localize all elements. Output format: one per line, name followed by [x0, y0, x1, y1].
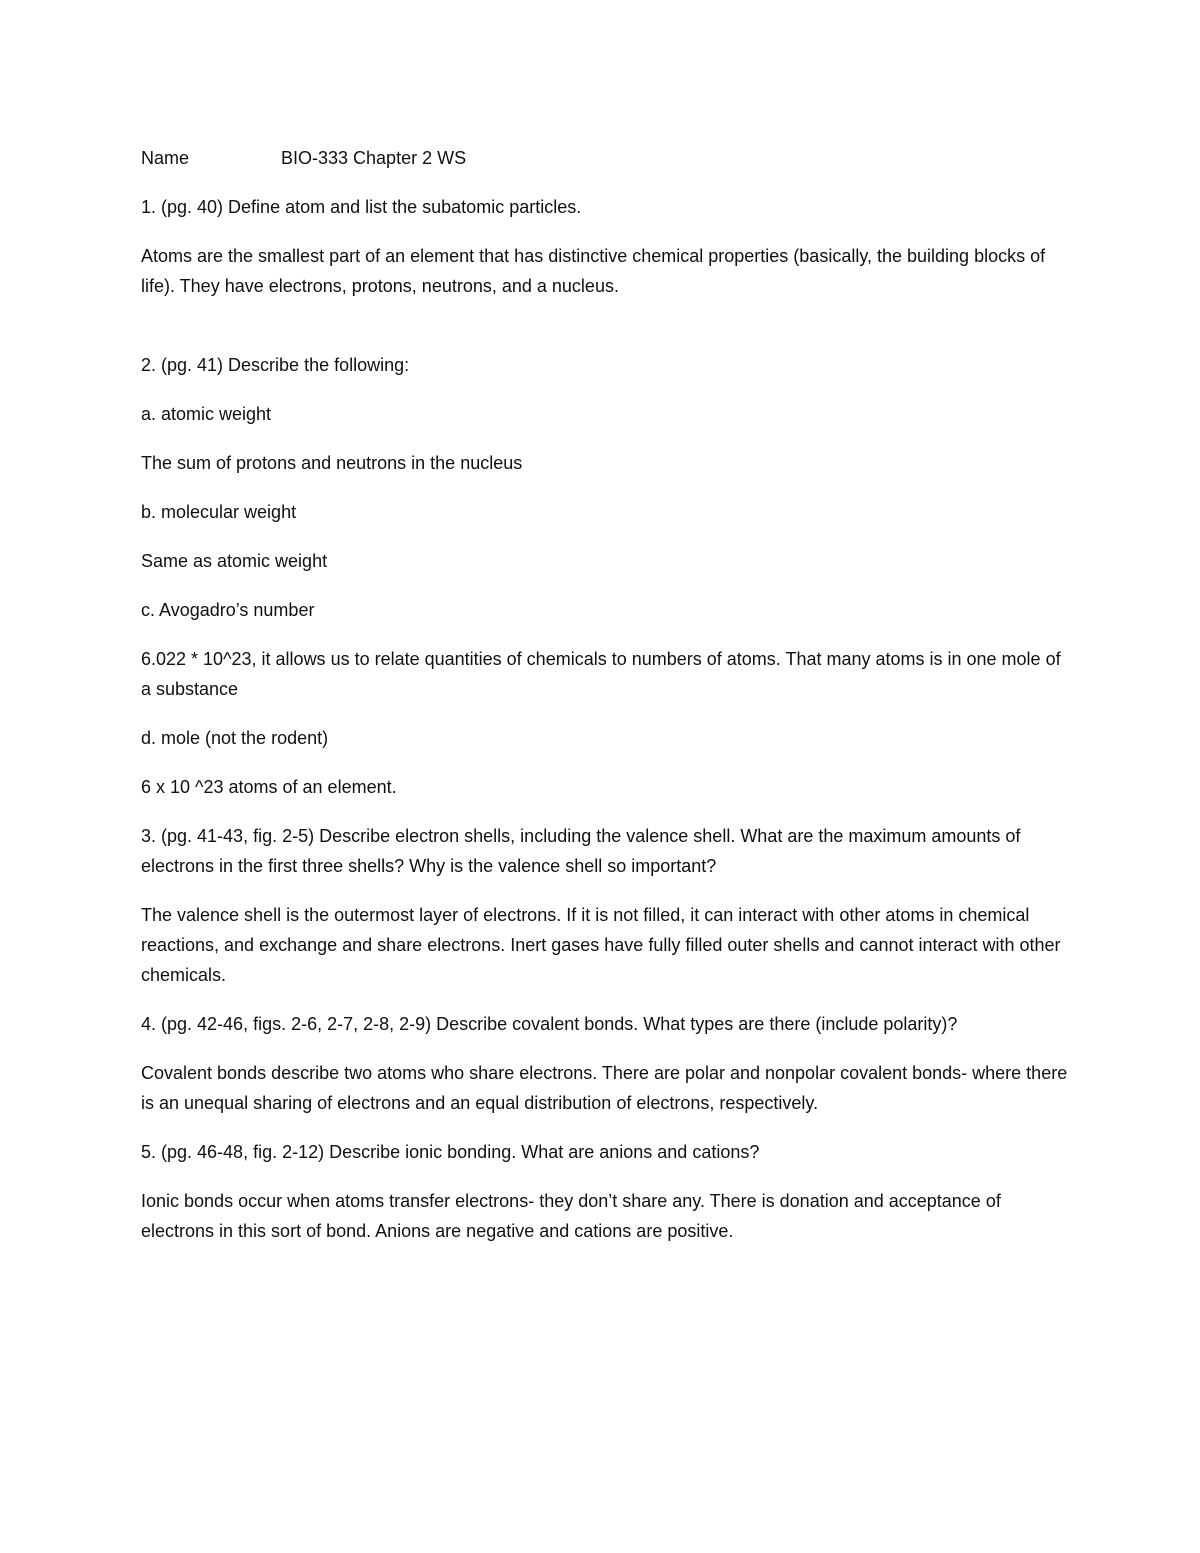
question-3: 3. (pg. 41-43, fig. 2-5) Describe electron shells, including the valence shell. What are the maximum amounts of electrons in the first three shells? Why is the valence shell so important?: [141, 826, 1021, 876]
worksheet-header: [141, 143, 1071, 173]
worksheet-title: BIO-333 Chapter 2 WS: [281, 148, 467, 168]
answer-1: Atoms are the smallest part of an element that has distinctive chemical properties (basically, the building blocks of life). They have electrons, protons, neutrons, and a nucleus.: [141, 246, 1046, 296]
question-5: 5. (pg. 46-48, fig. 2-12) Describe ionic bonding. What are anions and cations?: [141, 1142, 760, 1162]
question-2c: c. Avogadro’s number: [141, 600, 315, 620]
question-2b: b. molecular weight: [141, 502, 297, 522]
answer-2a: The sum of protons and neutrons in the nucleus: [141, 453, 523, 473]
answer-2b: Same as atomic weight: [141, 551, 328, 571]
answer-2d: 6 x 10 ^23 atoms of an element.: [141, 777, 397, 797]
question-4: 4. (pg. 42-46, figs. 2-6, 2-7, 2-8, 2-9) Describe covalent bonds. What types are there (include polarity)?: [141, 1014, 958, 1034]
worksheet-content: [141, 143, 1071, 1265]
question-2d: d. mole (not the rodent): [141, 728, 329, 748]
answer-2c: 6.022 * 10^23, it allows us to relate quantities of chemicals to numbers of atoms. That many atoms is in one mole of a substance: [141, 649, 1061, 699]
answer-4: Covalent bonds describe two atoms who share electrons. There are polar and nonpolar covalent bonds- where there is an unequal sharing of electrons and an equal distribution of electrons, respectively.: [141, 1063, 1068, 1113]
question-2: 2. (pg. 41) Describe the following:: [141, 355, 410, 375]
answer-5: Ionic bonds occur when atoms transfer electrons- they don’t share any. There is donation and acceptance of electrons in this sort of bond. Anions are negative and cations are positive.: [141, 1191, 1001, 1241]
question-1: 1. (pg. 40) Define atom and list the subatomic particles.: [141, 197, 582, 217]
question-2a: a. atomic weight: [141, 404, 272, 424]
answer-3: The valence shell is the outermost layer of electrons. If it is not filled, it can interact with other atoms in chemical reactions, and exchange and share electrons. Inert gases have fully filled outer shells and cannot interact with other chemicals.: [141, 905, 1061, 985]
name-label: Name: [141, 148, 190, 168]
